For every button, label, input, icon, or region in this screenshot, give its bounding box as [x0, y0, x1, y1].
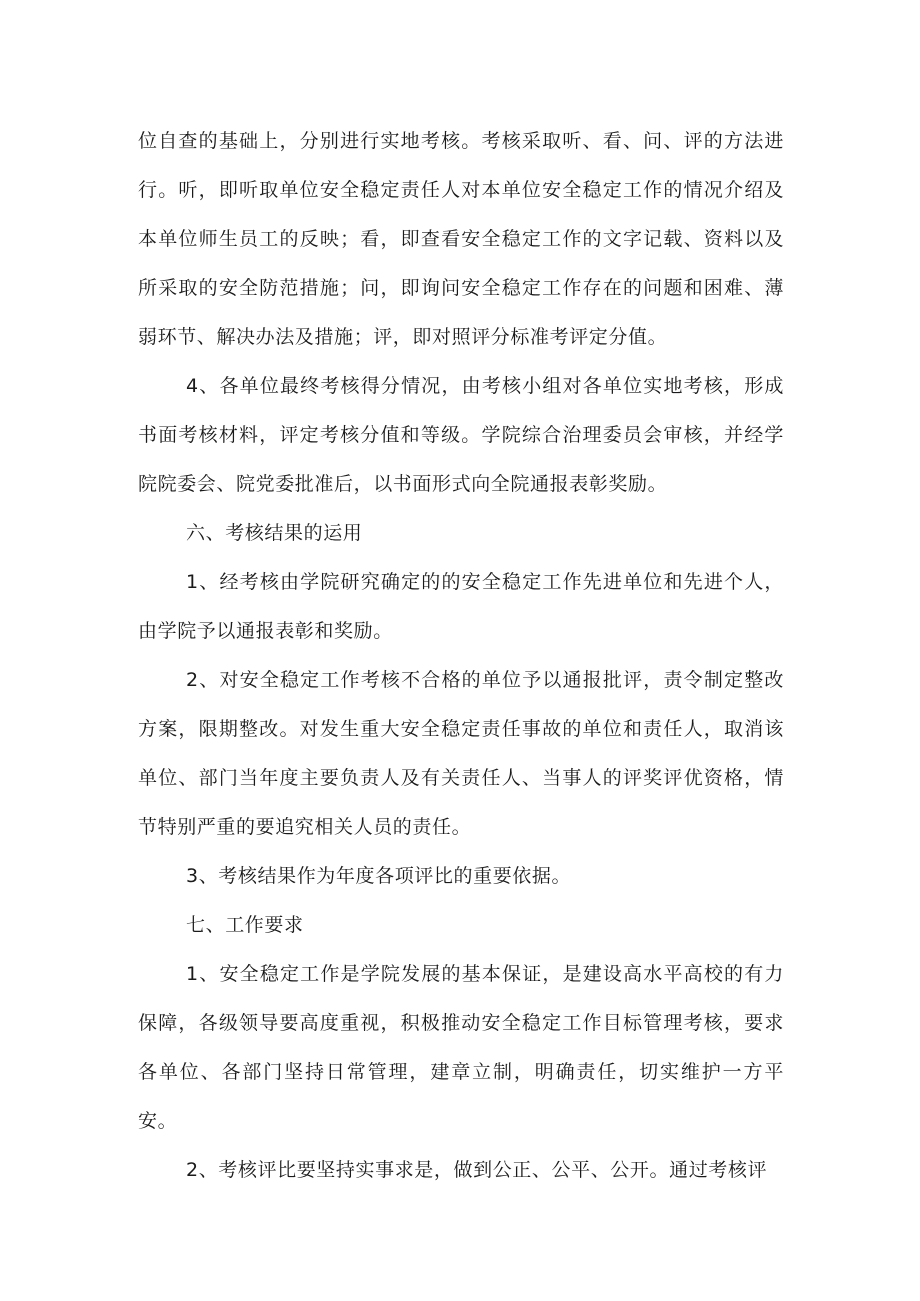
paragraph-item-4: 4、各单位最终考核得分情况，由考核小组对各单位实地考核，形成书面考核材料，评定考核分值和等级。学院综合治理委员会审核，并经学院院委会、院党委批准后，以书面形式向全院通报表彰奖励。	[138, 375, 784, 495]
paragraph-seven-item-1: 1、安全稳定工作是学院发展的基本保证，是建设高水平高校的有力保障，各级领导要高度重视，积极推动安全稳定工作目标管理考核，要求各单位、各部门坚持日常管理，建章立制，明确责任，切实维护一方平安。	[138, 963, 784, 1132]
section-heading-seven: 七、工作要求	[186, 914, 304, 936]
paragraph-six-item-1: 1、经考核由学院研究确定的的安全稳定工作先进单位和先进个人，由学院予以通报表彰和奖励。	[138, 571, 784, 642]
section-heading-six: 六、考核结果的运用	[186, 522, 363, 544]
paragraph-six-item-3: 3、考核结果作为年度各项评比的重要依据。	[186, 865, 572, 887]
paragraph-seven-item-2: 2、考核评比要坚持实事求是，做到公正、公平、公开。通过考核评	[186, 1159, 768, 1181]
paragraph-continuation: 位自查的基础上，分别进行实地考核。考核采取听、看、问、评的方法进行。听，即听取单位安全稳定责任人对本单位安全稳定工作的情况介绍及本单位师生员工的反映；看，即查看安全稳定工作的文字记载、资料以及所采取的安全防范措施；问，即询问安全稳定工作存在的问题和困难、薄弱环节、解决办法及措施；评，即对照评分标准考评定分值。	[138, 130, 784, 348]
paragraph-six-item-2: 2、对安全稳定工作考核不合格的单位予以通报批评，责令制定整改方案，限期整改。对发生重大安全稳定责任事故的单位和责任人，取消该单位、部门当年度主要负责人及有关责任人、当事人的评奖评优资格，情节特别严重的要追究相关人员的责任。	[138, 669, 784, 838]
document-body	[138, 117, 784, 1195]
